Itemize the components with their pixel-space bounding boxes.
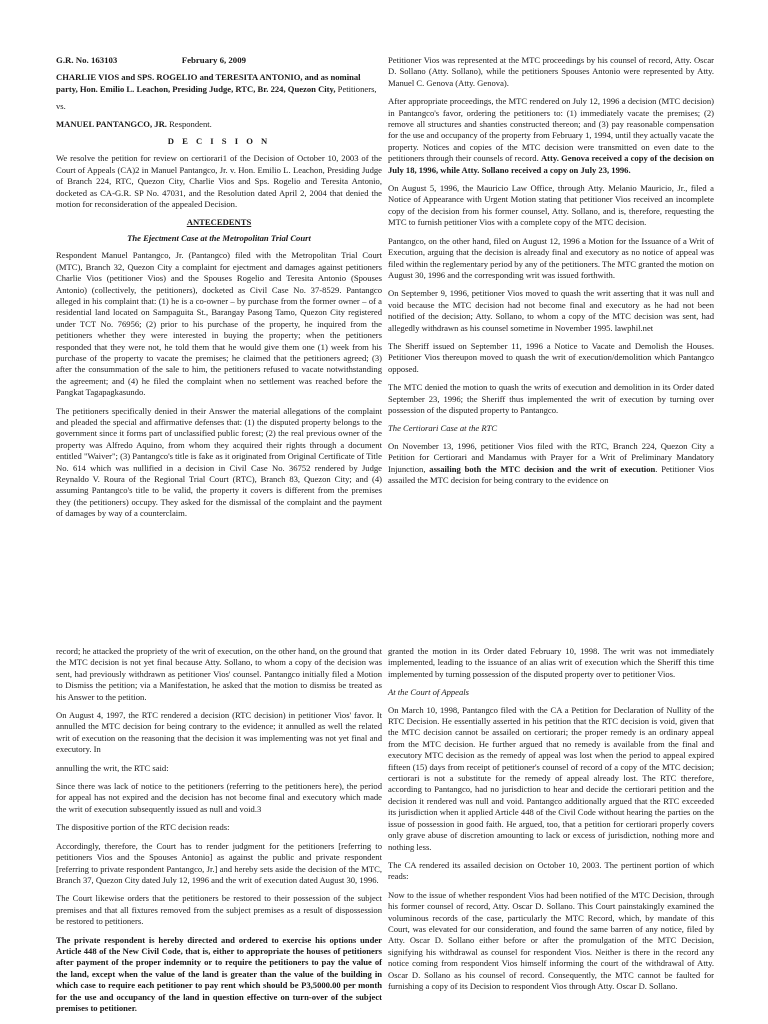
paragraph-mtc-decision xyxy=(388,96,714,176)
paragraph-notice-issue: Now to the issue of whether respondent Vios had been notified of the MTC Decision, through his former counsel of record, Atty. Oscar D. Sollano. This Court painstakingly examined the voluminous records of the case, particularly the MTC Record, which, by mandate of this Court, was elevated for our consideration, and found the same barren of any notice, filed by Atty. Oscar D. Sollano either before or after the promulgation of the MTC Decision, signifying his withdrawal as counsel for respondent Vios. Neither is there in the record any notice coming from respondent Vios himself informing the court of the withdrawal of Atty. Oscar D. Sollano as his counsel of record. Consequently, the MTC cannot be faulted for furnishing a copy of its Decision to respondent Vios through Atty. Oscar D. Sollano. xyxy=(388,889,714,991)
mtc-decision-text: After appropriate proceedings, the MTC rendered on July 12, 1996 a decision (MTC decision) in Pantangco's favor, ordering the petitioners to: (1) immediately vacate the premises; (2) remove all structures and shanties constructed thereon; and (3) pay reasonable compensation for the use and occupancy of the property from February 1, 1994, until they actually vacate the property. Notices and copies of the MTC decision were transmitted on even date to the petitioners through their counsels of record. xyxy=(388,96,714,164)
paragraph-sheriff: The Sheriff issued on September 11, 1996 a Notice to Vacate and Demolish the Houses. Petitioner Vios thereupon moved to quash the writ of execution/demolition which Pantangco opposed. xyxy=(388,340,714,374)
paragraph-certiorari xyxy=(388,441,714,487)
ejectment-heading: The Ejectment Case at the Metropolitan Trial Court xyxy=(127,232,311,243)
antecedents-heading: ANTECEDENTS xyxy=(186,217,252,228)
certiorari-text: On November 13, 1996, petitioner Vios filed with the RTC, Branch 224, Quezon City a Petition for Certiorari and Mandamus with Prayer for a Writ of Preliminary Mandatory Injunction, xyxy=(388,440,714,474)
petitioners-label: Petitioners, xyxy=(335,83,377,94)
paragraph-record: record; he attacked the propriety of the writ of execution, on the other hand, on the ground that the MTC decision is not yet final because Atty. Sollano, to whom a copy of the decision was sent, had previously withdrawn as petitioner Vios' counsel. Pantangco initially filed a Motion to Dismiss the petition; via a Manifestation, he asked that the motion to dismiss be treated as his Answer to the petition. xyxy=(56,646,382,702)
certiorari-end: . Petitioner Vios assailed the MTC decision for being contrary to the evidence on xyxy=(388,463,714,485)
paragraph-rtc-decision: On August 4, 1997, the RTC rendered a decision (RTC decision) in petitioner Vios' favor. It annulled the MTC decision for being contrary to the evidence; it annulled as well the related writ of execution on the reasoning that the decision it was implementing was not yet final and executory. In xyxy=(56,710,382,755)
article-448-text: The private respondent is hereby directed and ordered to exercise his options under Article 448 of the New Civil Code, that is, either to appropriate the houses of petitioners after payment of the proper indemnity or to require the petitioners to pay the value of the land, except when the value of the land is greater than the value of the building in which case to require each petitioner to pay rent which should be P3,5000.00 per month for the use and occupancy of the land in question effective on turn-over of the subject premises to petitioner. xyxy=(56,934,382,1013)
certiorari-bold: assailing both the MTC decision and the writ of execution xyxy=(429,463,656,474)
respondent xyxy=(56,119,382,130)
mtc-decision-receipt: Atty. Genova received a copy of the decision on July 18, 1996, while Atty. Sollano received a copy on July 23, 1996. xyxy=(388,153,715,175)
page-gap xyxy=(0,548,768,640)
paragraph-dispositive: The dispositive portion of the RTC decision reads: xyxy=(56,822,230,833)
gr-number: G.R. No. 163103 xyxy=(56,55,118,65)
document-page-2 xyxy=(0,640,768,1024)
page2-left-column xyxy=(56,646,382,1021)
paragraph-annulling: annulling the writ, the RTC said: xyxy=(56,762,169,773)
certiorari-heading: The Certiorari Case at the RTC xyxy=(388,423,498,434)
paragraph-answer: The petitioners specifically denied in their Answer the material allegations of the complaint and pleaded the special and affirmative defenses that: (1) the disputed property belongs to the government since it forms part of unclassified public forest; (2) the real previous owner of the property was Alfredo Aquino, from whom they acquired their rights through a document entitled "Waiver"; (3) Pantangco's title is fake as it originated from Original Certificate of Title No. 614 which was nullified in a decision in Civil Case No. 36752 rendered by Judge Reynaldo V. Roura of the Regional Trial Court (RTC), Branch 83, Quezon City; and (4) assuming Pantangco's title to be valid, the property it covers is different from the premises they (the petitioners) occupy. They asked for the dismissal of the complaint and the payment of damages by way of a counterclaim. xyxy=(56,405,382,519)
paragraph-mauricio: On August 5, 1996, the Mauricio Law Office, through Atty. Melanio Mauricio, Jr., filed a Notice of Appearance with Urgent Motion stating that petitioner Vios received an incomplete copy of the decision from his former counsel, Atty. Sollano, and is, therefore, requesting the MTC to furnish petitioner Vios with a complete copy of the MTC decision. xyxy=(388,183,714,228)
page1-left-column xyxy=(56,55,382,527)
paragraph-lack-of-notice: Since there was lack of notice to the petitioners (referring to the petitioners here), the period for appeal has not expired and the decision has not become final and executory which made the writ of execution subsequently issued as null and void.3 xyxy=(56,781,382,814)
parties xyxy=(56,72,382,95)
paragraph-mtc-denied: The MTC denied the motion to quash the writs of execution and demolition in its Order dated September 23, 1996; the Sheriff thus implemented the writ of execution by turning over possession of the disputed property to Pantangco. xyxy=(388,382,714,415)
page2-right-column xyxy=(388,646,714,999)
paragraph-judgment: Accordingly, therefore, the Court has to render judgment for the petitioners [referring to petitioners Vios and the Spouses Antonio] as against the public and private respondent [referring to private respondent Pantangco, Jr.] and hereby sets aside the decision of the MTC, Branch 37, Quezon City dated July 12, 1996 and the writ of execution dated August 30, 1996. xyxy=(56,840,382,885)
paragraph-alias-writ: granted the motion in its Order dated February 10, 1998. The writ was not immediately implemented, leading to the issuance of an alias writ of execution which the Sheriff this time implemented by turning possession of the disputed property over to petitioner Vios. xyxy=(388,646,714,679)
case-header xyxy=(56,55,246,66)
case-date: February 6, 2009 xyxy=(181,55,246,65)
paragraph-restore: The Court likewise orders that the petitioners be restored to their possession of the subject premises and that all fixtures removed from the subject premises as a result of dispossession be restored to petitioners. xyxy=(56,893,382,927)
page1-right-column xyxy=(388,55,714,493)
decision-title: D E C I S I O N xyxy=(167,136,271,147)
petitioners-names: CHARLIE VIOS and SPS. ROGELIO and TERESITA ANTONIO, and as nominal party, Hon. Emilio L. Leachon, Presiding Judge, RTC, Br. 224, Quezon City, xyxy=(56,72,361,94)
paragraph-complaint: Respondent Manuel Pantangco, Jr. (Pantangco) filed with the Metropolitan Trial Court (MTC), Branch 32, Quezon City a complaint for ejectment and damages against petitioners Charlie Vios (petitioner Vios) and the Spouses Rogelio and Teresita Antonio (Spouses Antonio) (collectively, the petitioners), docketed as Civil Case No. 37-8529. Pantangco alleged in his complaint that: (1) he is a co-owner – by purchase from the former owner – of a residential land located on Sampaguita St., Barangay Pasong Tamo, Quezon City registered under TCT No. 76956; (2) prior to his purchase of the property, he inquired from the petitioners whether they were interested in buying the property; when the petitioners responded that they were not, he told them that he would give them one (1) week from his purchase of the property to vacate the premises; he claimed that the petitioners agreed; (3) after the consummation of the sale to him, the petitioners refused to vacate notwithstanding the agreement; and (4) he filed the complaint when no settlement was reached before the Pangkat Tagapagkasundo. xyxy=(56,250,382,398)
paragraph-quash: On September 9, 1996, petitioner Vios moved to quash the writ asserting that it was null and void because the MTC decision had not become final and executory as he had not been notified of the decision; Atty. Sollano, to whom a copy of the MTC decision was sent, had allegedly withdrawn as his counsel sometime in November 1995. lawphil.net xyxy=(388,288,714,333)
paragraph-counsel: Petitioner Vios was represented at the MTC proceedings by his counsel of record, Atty. Oscar D. Sollano (Atty. Sollano), while the petitioners Spouses Antonio were represented by Atty. Manuel C. Genova (Atty. Genova). xyxy=(388,55,714,88)
court-of-appeals-heading: At the Court of Appeals xyxy=(388,687,470,698)
paragraph-nullity-petition: On March 10, 1998, Pantangco filed with the CA a Petition for Declaration of Nullity of the RTC Decision. He essentially asserted in his petition that the RTC decision is void, given that the MTC decision cannot be assailed on certiorari; the proper remedy is an ordinary appeal from the MTC decision. He further argued that no remedy is available from the final and executory MTC decision as the remedy of appeal was lost when the period to appeal expired fifteen (15) days from receipt of petitioner's counsel of record of a copy of the MTC decision; certiorari is not a substitute for the remedy of appeal already lost. The RTC therefore, according to Pantangco, had no jurisdiction to hear and decide the certiorari petition and the decision it rendered was null and void. Pantangco additionally argued that the RTC exceeded its jurisdiction when it applied Article 448 of the Civil Code without hearing the parties on the issue of possession in good faith. He argued, too, that a petition for certiorari properly covers only grave abuse of discretion amounting to lack or excess of jurisdiction, nothing more and nothing less. xyxy=(388,704,714,852)
respondent-name: MANUEL PANTANGCO, JR. xyxy=(56,118,167,129)
paragraph-ca-decision: The CA rendered its assailed decision on October 10, 2003. The pertinent portion of which reads: xyxy=(388,859,714,882)
respondent-label: Respondent. xyxy=(166,118,212,129)
versus: vs. xyxy=(56,101,66,112)
intro-paragraph: We resolve the petition for review on certiorari1 of the Decision of October 10, 2003 of the Court of Appeals (CA)2 in Manuel Pantangco, Jr. v. Hon. Emilio L. Leachon, Presiding Judge of Branch 224, RTC, Quezon City, Charlie Vios and Sps. Rogelio and Teresita Antonio, docketed as CA-G.R. SP No. 47031, and the Resolution dated April 2, 2004 that denied the motion for reconsideration of the appealed Decision. xyxy=(56,153,382,210)
paragraph-article-448 xyxy=(56,935,382,1015)
paragraph-writ-motion: Pantangco, on the other hand, filed on August 12, 1996 a Motion for the Issuance of a Writ of Execution, arguing that the decision is already final and executory as no notice of appeal was filed within the reglementary period by any of the petitioners. The MTC granted the motion on August 30, 1996 and the corresponding writ was issued forthwith. xyxy=(388,235,714,280)
